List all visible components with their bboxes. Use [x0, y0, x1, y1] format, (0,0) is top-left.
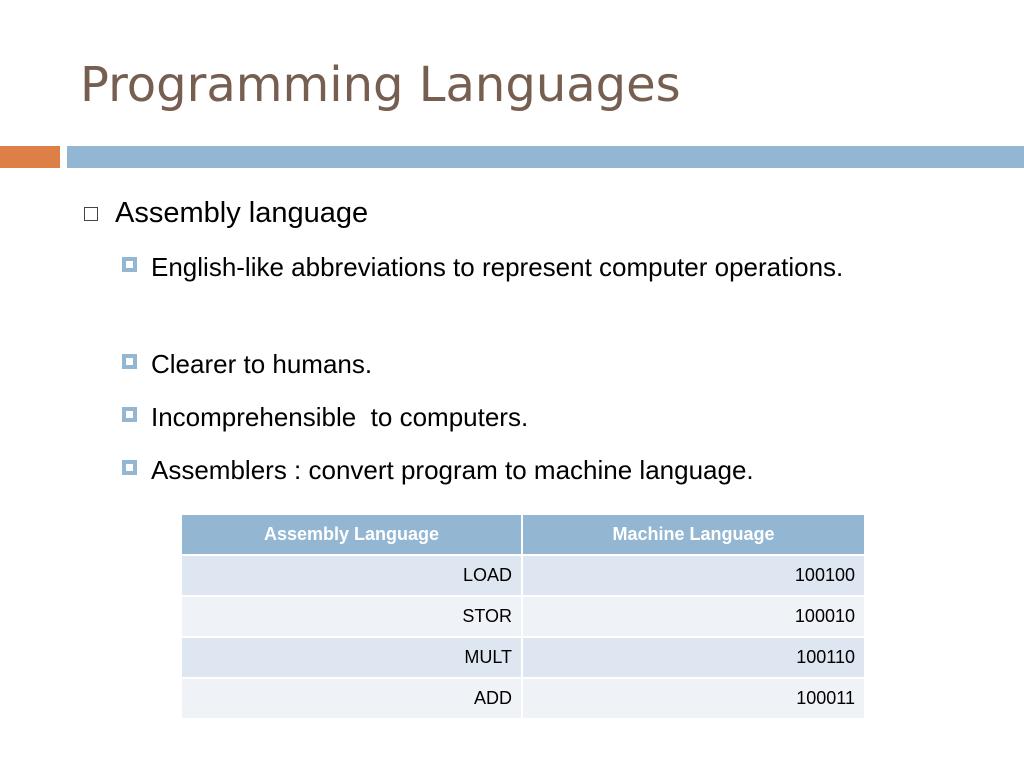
table-cell-assembly: ADD — [182, 678, 522, 718]
table-cell-machine: 100010 — [522, 596, 864, 637]
table-header-row — [182, 515, 864, 555]
bullet-level2-text: Assemblers : convert program to machine language. — [151, 455, 754, 485]
table-row — [182, 596, 864, 637]
square-bullet-icon — [122, 257, 137, 272]
bullet-level2 — [122, 449, 891, 492]
table-cell-assembly: MULT — [182, 637, 522, 678]
table-cell-machine: 100011 — [522, 678, 864, 718]
bullet-level2-text: Incomprehensible to computers. — [151, 402, 529, 432]
hollow-square-bullet-icon — [84, 207, 98, 221]
slide-title: Programming Languages — [80, 57, 681, 113]
table-cell-assembly: LOAD — [182, 555, 522, 596]
square-bullet-icon — [122, 407, 137, 422]
square-bullet-icon — [122, 460, 137, 475]
bullet-level1 — [84, 193, 368, 233]
bullet-level1-text: Assembly language — [115, 197, 369, 229]
table-row — [182, 637, 864, 678]
table-cell-machine: 100110 — [522, 637, 864, 678]
table-header-assembly: Assembly Language — [182, 515, 522, 555]
table-header-machine: Machine Language — [522, 515, 864, 555]
bullet-level2 — [122, 396, 891, 439]
bullet-level2 — [122, 246, 891, 289]
language-comparison-table — [182, 515, 864, 718]
table-cell-machine: 100100 — [522, 555, 864, 596]
bullet-level2-text: Clearer to humans. — [151, 349, 373, 379]
bullet-level2 — [122, 343, 891, 386]
bullet-level2-text: English-like abbreviations to represent computer operations. — [151, 252, 844, 282]
table-cell-assembly: STOR — [182, 596, 522, 637]
square-bullet-icon — [122, 354, 137, 369]
table-row — [182, 678, 864, 718]
table-row — [182, 555, 864, 596]
